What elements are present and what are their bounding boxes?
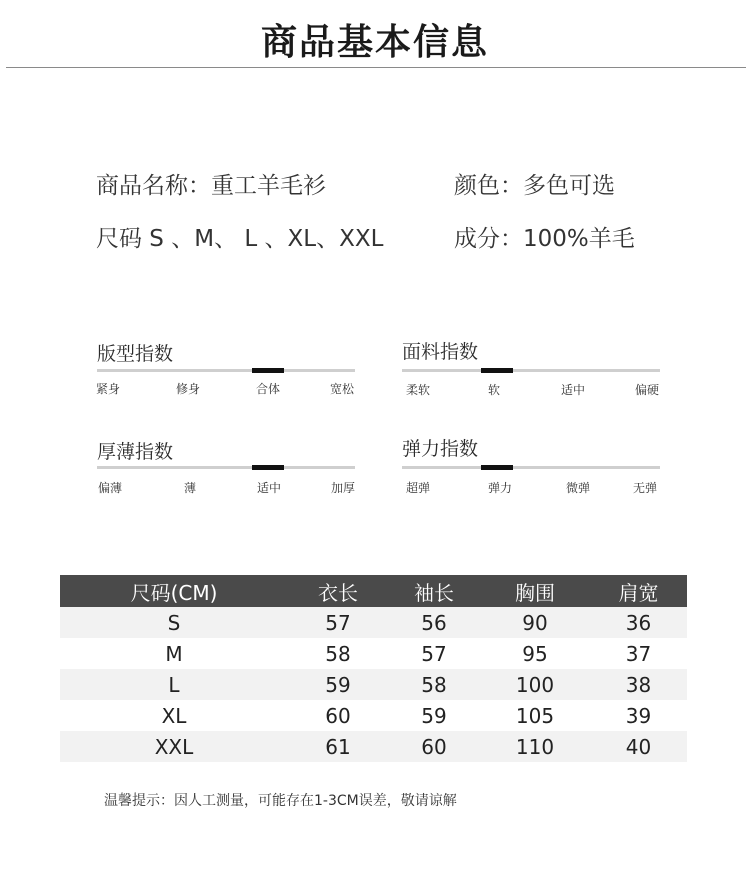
fit-label: 合体 bbox=[255, 382, 281, 396]
table-cell: L bbox=[60, 669, 288, 700]
table-cell: 60 bbox=[288, 700, 388, 731]
thickness-index-bar bbox=[97, 466, 355, 469]
table-cell: 56 bbox=[388, 607, 480, 638]
size-table-header: 袖长 bbox=[388, 575, 480, 607]
table-cell: 61 bbox=[288, 731, 388, 762]
fit-label: 修身 bbox=[175, 382, 201, 396]
table-row bbox=[60, 731, 687, 762]
table-cell: 59 bbox=[288, 669, 388, 700]
title-divider bbox=[6, 67, 746, 68]
elasticity-index-bar bbox=[402, 466, 660, 469]
elasticity-index-marker bbox=[481, 465, 513, 470]
fit-index-marker bbox=[252, 368, 284, 373]
product-name: 商品名称：重工羊毛衫 bbox=[96, 173, 326, 199]
table-cell: 100 bbox=[480, 669, 590, 700]
thickness-label: 薄 bbox=[183, 481, 197, 495]
table-cell: 59 bbox=[388, 700, 480, 731]
table-cell: 37 bbox=[590, 638, 687, 669]
thickness-label: 适中 bbox=[256, 481, 282, 495]
thickness-label: 加厚 bbox=[330, 481, 356, 495]
table-cell: 38 bbox=[590, 669, 687, 700]
elasticity-label: 超弹 bbox=[405, 481, 431, 495]
table-row bbox=[60, 607, 687, 638]
fabric-index-marker bbox=[481, 368, 513, 373]
table-cell: 40 bbox=[590, 731, 687, 762]
table-cell: M bbox=[60, 638, 288, 669]
table-cell: 57 bbox=[288, 607, 388, 638]
fabric-index-title: 面料指数 bbox=[402, 341, 479, 363]
product-material: 成分：100%羊毛 bbox=[454, 226, 635, 252]
table-cell: S bbox=[60, 607, 288, 638]
thickness-index-title: 厚薄指数 bbox=[97, 441, 174, 463]
table-cell: 90 bbox=[480, 607, 590, 638]
fabric-label: 适中 bbox=[560, 383, 586, 397]
table-cell: 60 bbox=[388, 731, 480, 762]
size-table-header-row bbox=[60, 575, 687, 607]
size-table-header: 尺码(CM) bbox=[60, 575, 288, 607]
elasticity-label: 弹力 bbox=[487, 481, 513, 495]
page-title: 商品基本信息 bbox=[260, 22, 489, 63]
table-cell: 95 bbox=[480, 638, 590, 669]
thickness-label: 偏薄 bbox=[97, 481, 123, 495]
elasticity-index-title: 弹力指数 bbox=[402, 438, 479, 460]
product-color: 颜色：多色可选 bbox=[454, 173, 615, 199]
thickness-index-marker bbox=[252, 465, 284, 470]
table-cell: 57 bbox=[388, 638, 480, 669]
product-sizes: 尺码 S 、M、 L 、XL、XXL bbox=[96, 226, 384, 252]
table-cell: 105 bbox=[480, 700, 590, 731]
fit-index-title: 版型指数 bbox=[97, 343, 174, 365]
table-cell: XXL bbox=[60, 731, 288, 762]
table-row bbox=[60, 669, 687, 700]
size-table-header: 衣长 bbox=[288, 575, 388, 607]
fit-label: 宽松 bbox=[329, 382, 355, 396]
table-cell: 58 bbox=[288, 638, 388, 669]
elasticity-label: 无弹 bbox=[632, 481, 658, 495]
table-cell: 36 bbox=[590, 607, 687, 638]
size-table bbox=[60, 575, 687, 762]
table-cell: XL bbox=[60, 700, 288, 731]
table-cell: 39 bbox=[590, 700, 687, 731]
table-cell: 110 bbox=[480, 731, 590, 762]
size-table-header: 肩宽 bbox=[590, 575, 687, 607]
table-row bbox=[60, 700, 687, 731]
fit-index-bar bbox=[97, 369, 355, 372]
table-row bbox=[60, 638, 687, 669]
elasticity-label: 微弹 bbox=[565, 481, 591, 495]
fabric-label: 柔软 bbox=[405, 383, 431, 397]
size-table-header: 胸围 bbox=[480, 575, 590, 607]
fit-label: 紧身 bbox=[95, 382, 121, 396]
fabric-label: 软 bbox=[487, 383, 501, 397]
table-cell: 58 bbox=[388, 669, 480, 700]
fabric-label: 偏硬 bbox=[634, 383, 660, 397]
fabric-index-bar bbox=[402, 369, 660, 372]
measurement-note: 温馨提示：因人工测量，可能存在1-3CM误差，敬请谅解 bbox=[104, 793, 457, 809]
